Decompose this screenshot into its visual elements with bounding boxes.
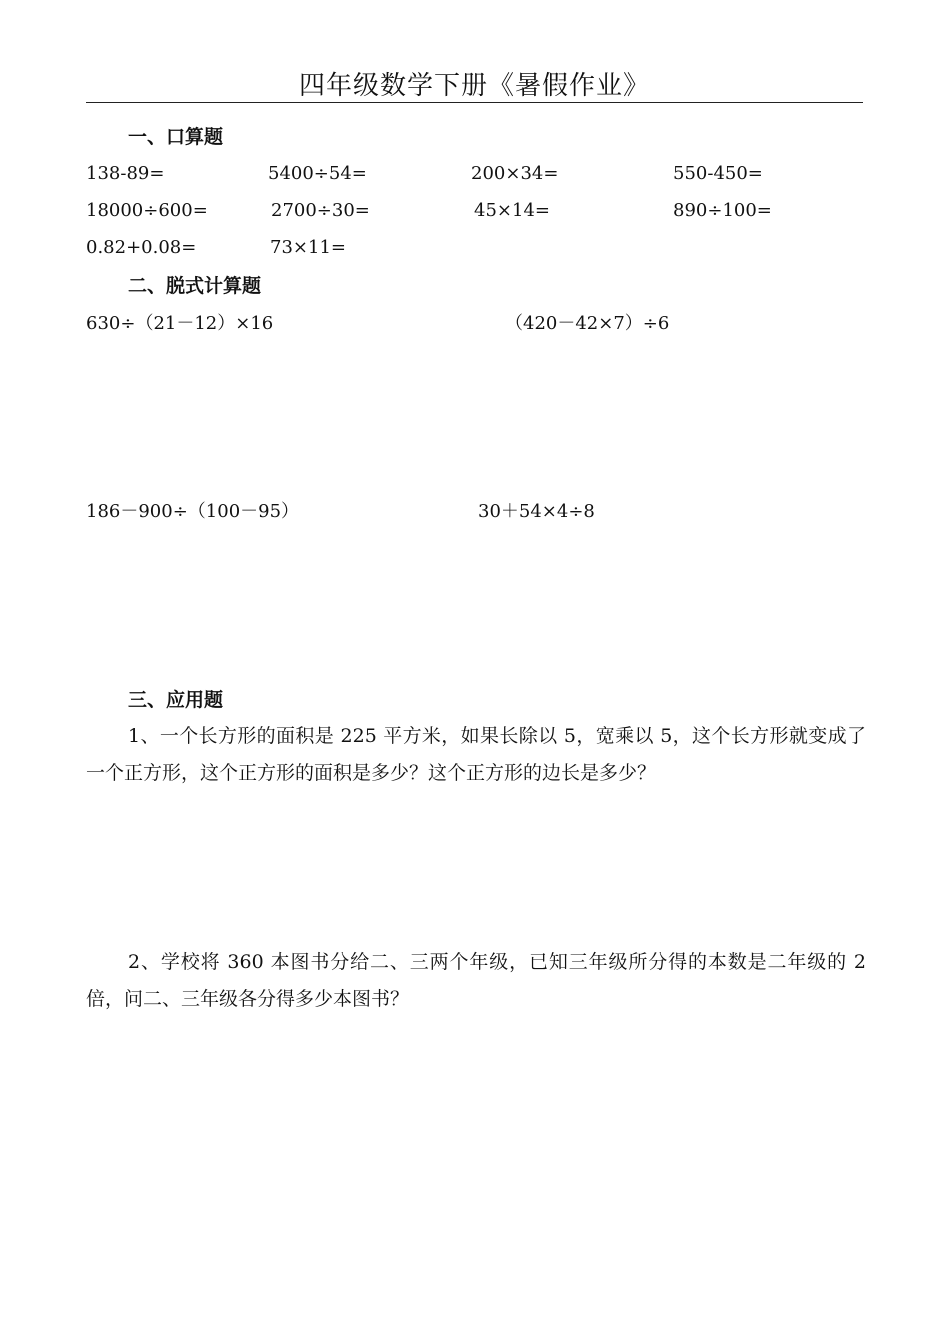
oral-item: 890÷100=	[673, 200, 772, 221]
oral-item: 550-450=	[673, 163, 763, 184]
section-heading-applied: 三、应用题	[128, 689, 224, 711]
stepwise-item: （420－42×7）÷6	[505, 313, 670, 334]
stepwise-item: 186－900÷（100－95）	[86, 501, 300, 522]
word-problem-2: 2、学校将 360 本图书分给二、三两个年级，已知三年级所分得的本数是二年级的 2 倍，问二、三年级各分得多少本图书？	[86, 951, 866, 1010]
title-underline	[86, 102, 863, 103]
stepwise-item: 630÷（21－12）×16	[86, 313, 274, 334]
oral-item: 5400÷54=	[268, 163, 367, 184]
page-title: 四年级数学下册《暑假作业》	[298, 71, 650, 101]
oral-item: 18000÷600=	[86, 200, 208, 221]
oral-item: 73×11=	[270, 237, 346, 258]
oral-item: 2700÷30=	[271, 200, 370, 221]
section-heading-stepwise: 二、脱式计算题	[128, 275, 262, 297]
oral-item: 138-89=	[86, 163, 165, 184]
oral-item: 0.82+0.08=	[86, 237, 197, 258]
stepwise-item: 30＋54×4÷8	[478, 501, 595, 522]
word-problem-1: 1、一个长方形的面积是 225 平方米，如果长除以 5，宽乘以 5，这个长方形就变成了一个正方形，这个正方形的面积是多少？这个正方形的边长是多少？	[86, 725, 866, 784]
oral-item: 200×34=	[471, 163, 559, 184]
section-heading-oral: 一、口算题	[128, 126, 224, 148]
oral-item: 45×14=	[474, 200, 550, 221]
